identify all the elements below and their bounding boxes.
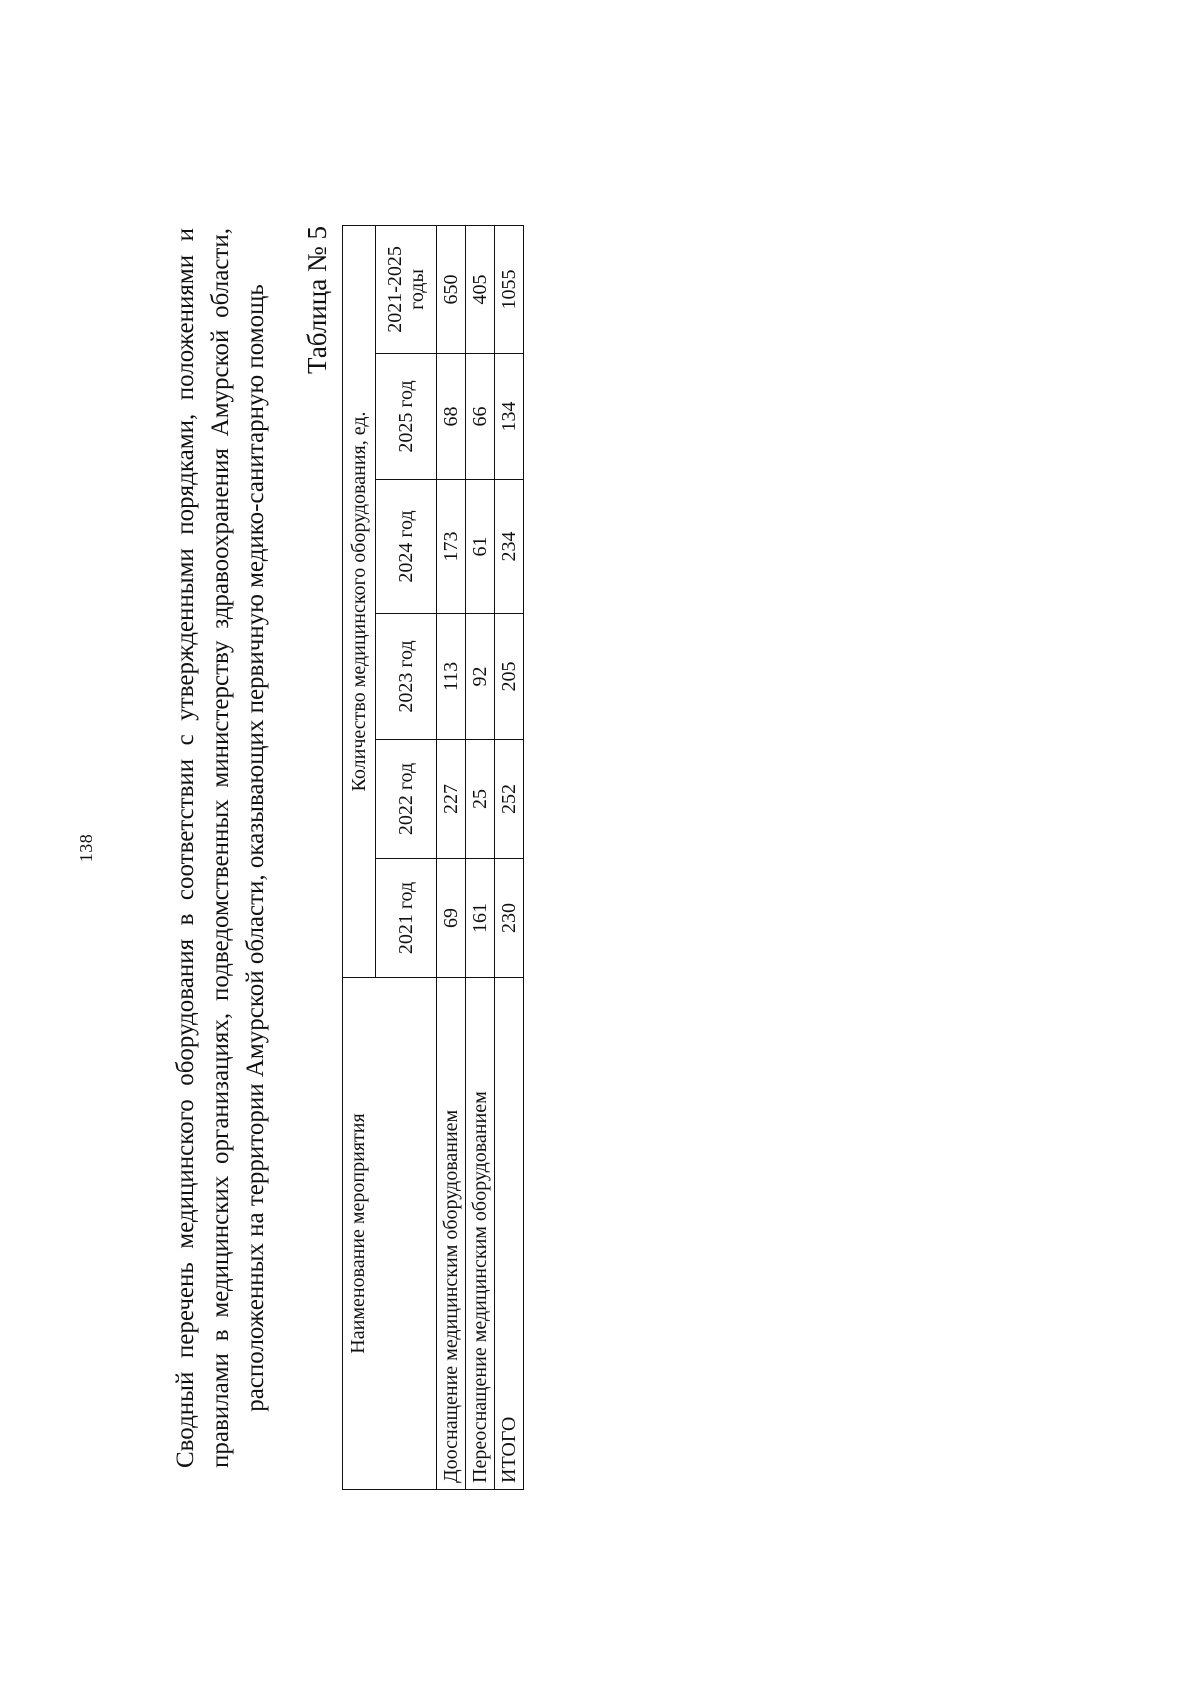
value-cell: 405 — [466, 225, 495, 353]
table-row — [466, 225, 495, 1489]
value-cell: 230 — [495, 859, 524, 978]
value-cell: 234 — [495, 480, 524, 614]
value-cell: 92 — [466, 614, 495, 740]
header-cell-total-period: 2021-2025 годы — [376, 225, 437, 353]
value-cell: 66 — [466, 354, 495, 480]
value-cell: 161 — [466, 859, 495, 978]
equipment-table — [342, 225, 524, 1490]
header-cell-year: 2021 год — [376, 859, 437, 978]
header-cell-name: Наименование мероприятия — [343, 978, 437, 1490]
header-cell-year: 2025 год — [376, 354, 437, 480]
page-number: 138 — [76, 833, 96, 863]
header-cell-year: 2022 год — [376, 740, 437, 859]
row-name-cell: Переоснащение медицинским оборудованием — [466, 978, 495, 1490]
table-number: Таблица № 5 — [302, 226, 332, 374]
value-cell: 1055 — [495, 225, 524, 353]
value-cell: 650 — [437, 225, 466, 353]
document-heading: Сводный перечень медицинского оборудования в соответствии с утвержденными порядками, положениями и правилами в медицинских организациях, подведомственных министерству здравоохранения Амурской области, расположенных на территории Амурской области, оказывающих первичную медико-санитарную помощь — [172, 228, 269, 1468]
table-total-row — [495, 225, 524, 1489]
header-cell-year: 2024 год — [376, 480, 437, 614]
value-cell: 252 — [495, 740, 524, 859]
value-cell: 205 — [495, 614, 524, 740]
value-cell: 227 — [437, 740, 466, 859]
row-name-cell: Дооснащение медицинским оборудованием — [437, 978, 466, 1490]
header-cell-year: 2023 год — [376, 614, 437, 740]
value-cell: 25 — [466, 740, 495, 859]
table-header-row — [343, 225, 376, 1489]
table-row — [437, 225, 466, 1489]
value-cell: 69 — [437, 859, 466, 978]
value-cell: 113 — [437, 614, 466, 740]
value-cell: 68 — [437, 354, 466, 480]
row-name-cell: ИТОГО — [495, 978, 524, 1490]
value-cell: 61 — [466, 480, 495, 614]
value-cell: 134 — [495, 354, 524, 480]
value-cell: 173 — [437, 480, 466, 614]
header-cell-group: Количество медицинского оборудования, ед. — [343, 225, 376, 977]
